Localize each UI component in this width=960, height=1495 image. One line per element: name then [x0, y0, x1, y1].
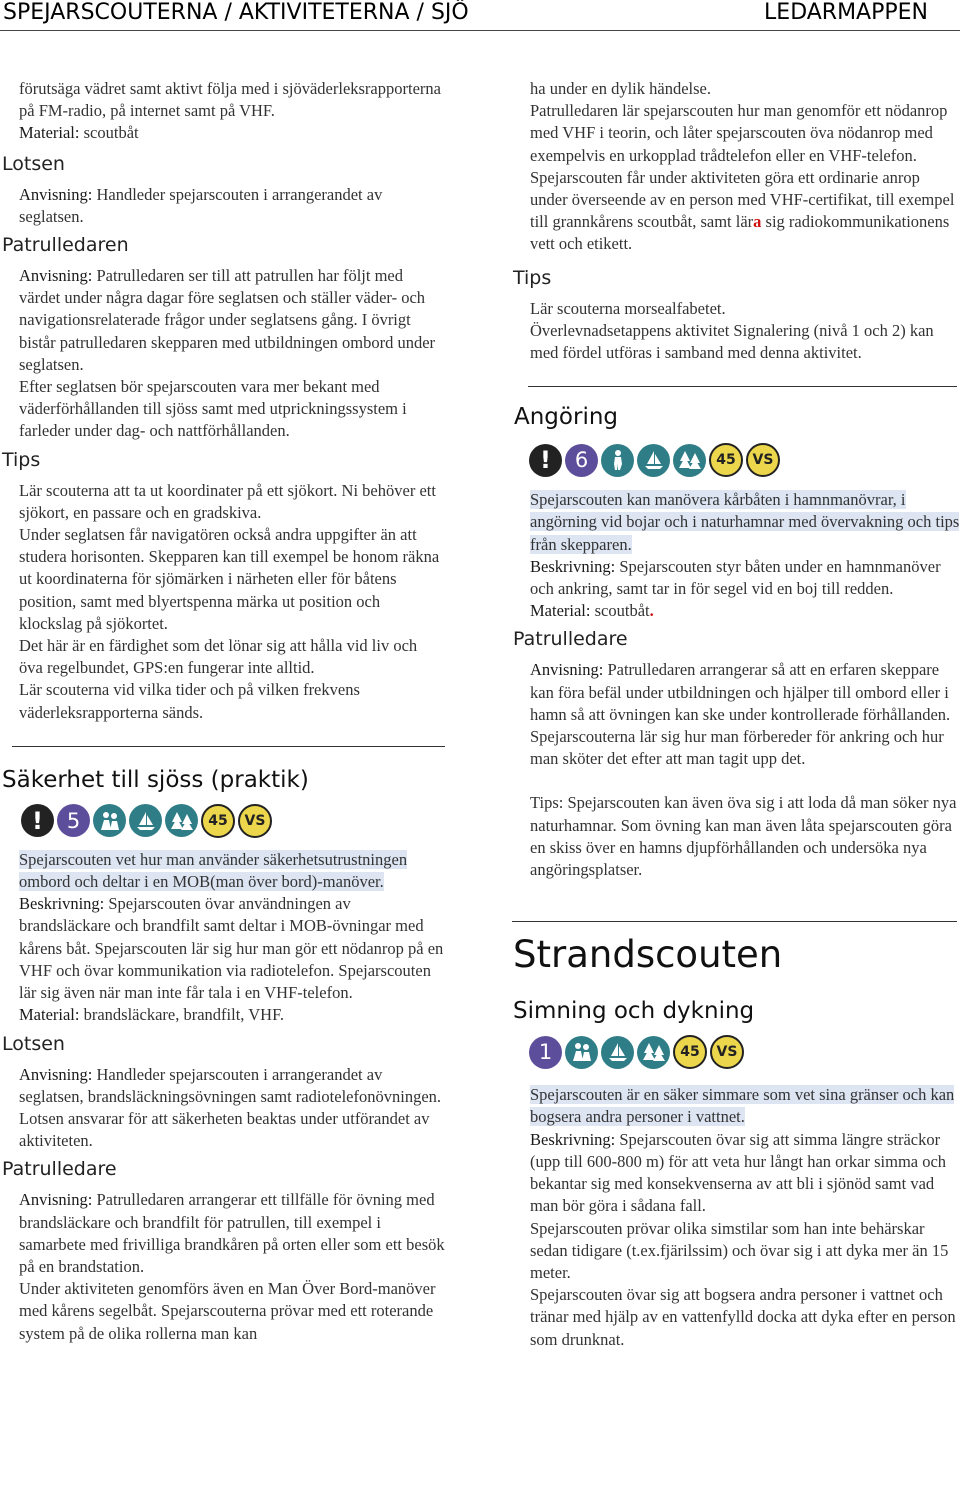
section-title: Angöring	[514, 404, 619, 431]
section-divider	[528, 386, 957, 387]
patrulledaren-paragraph: Efter seglatsen bör spejarscouten vara mer bekant med väderförhållanden till sjöss samt med utprickningssystem i farleder under dag- och nattförhållanden.	[19, 377, 407, 441]
description-text: Spejarscouten övar användningen av brandsläckare och brandfilt samt deltar i MOB-övningar med kårens båt. Spejarscouten lär sig hur man gör ett nödanrop på en VHF och övar kommunikation via radiotelefon. Spejarscouten lär sig även när man inte får tala i en VHF-telefon.	[19, 894, 444, 1003]
description-text: Spejarscouten övar sig att simma längre sträckor (upp till 600-800 m) för att veta hur långt han orkar simma och bekantar sig med konsekvenserna av att bli i sjönöd samt vad man bör göra i sådana fall.	[530, 1129, 947, 1216]
material-label: Material:	[19, 123, 80, 143]
activity-icons	[21, 801, 445, 841]
instruction-text: Handleder spejarscouten i arrangerandet av seglatsen.	[19, 184, 383, 226]
vs-icon: VS	[710, 1035, 744, 1069]
continued-text-end: sig radiokommunikationens vett och etikett.	[530, 212, 950, 254]
forest-icon	[165, 804, 198, 837]
age-45-icon: 45	[201, 804, 235, 838]
sailboat-icon	[601, 1036, 634, 1069]
vs-icon: VS	[238, 804, 272, 838]
forest-icon	[673, 444, 706, 477]
document-title: LEDARMAPPEN	[764, 0, 928, 25]
sailboat-icon	[637, 444, 670, 477]
body-paragraph: Spejarscouten prövar olika simstilar som han inte behärskar sedan tidigare (t.ex.fjärilssim) och övar sig i att dyka mer än 15 meter.	[530, 1218, 949, 1282]
section-title: Simning och dykning	[513, 998, 755, 1025]
goal-paragraph	[0, 849, 445, 893]
lotsen-instruction	[0, 184, 445, 228]
instruction-text: Patrulledaren arrangerar ett tillfälle för övning med brandsläckare och brandfilt för patrullen, till exempel i samarbete med frivilliga brandkåren på orten eller som ett besök på en brandstation.	[19, 1190, 445, 1276]
left-column	[0, 78, 445, 1345]
material-paragraph	[512, 600, 960, 622]
header-rule	[0, 30, 960, 31]
description-paragraph	[512, 1129, 960, 1218]
instruction-label: Anvisning:	[19, 184, 93, 204]
goal-paragraph	[512, 1084, 960, 1128]
section-title: Säkerhet till sjöss (praktik)	[2, 766, 309, 793]
description-label: Beskrivning:	[530, 1129, 616, 1149]
tips-paragraph: Lär scouterna att ta ut koordinater på ett sjökort. Ni behöver ett sjökort, en passare och en gradskiva.	[19, 480, 436, 522]
people-icon	[565, 1036, 598, 1069]
tips-paragraph: Överlevnadsetappens aktivitet Signalering (nivå 1 och 2) kan med fördel utföras i samband med denna aktivitet.	[530, 320, 934, 363]
continued-paragraph: ha under en dylik händelse.	[530, 79, 711, 98]
activity-icons	[529, 1032, 960, 1072]
body-paragraph: Spejarscouten övar sig att bogsera andra personer i vattnet och tränar med hjälp av en vattenfylld docka att dyka efter en person som drunknat.	[530, 1285, 956, 1349]
level-number-icon: 1	[529, 1036, 562, 1069]
section-divider	[12, 746, 445, 747]
tips-paragraph: Det här är en färdighet som det lönar sig att hålla vid liv och öva regelbundet, GPS:en fungerar inte alltid.	[19, 636, 418, 678]
breadcrumb: SPEJARSCOUTERNA / AKTIVITETERNA / SJÖ	[3, 0, 469, 25]
intro-material	[0, 122, 445, 144]
vs-icon: VS	[746, 443, 780, 477]
material-text: scoutbåt	[590, 601, 650, 621]
instruction-text: Handleder spejarscouten i arrangerandet av seglatsen, brandsläckningsövningen samt radiotelefonövningen. Lotsen ansvarar för att säkerheten beaktas under utförandet av aktiviteten.	[19, 1064, 442, 1151]
sailboat-icon	[129, 804, 162, 837]
continued-text: Patrulledaren lär spejarscouten hur man genomför ett nödanrop med VHF i teorin, och låter spejarscouten öva nödanrop med exempelvis en urkopplad trådtelefon eller en VHF-telefon. Spejarscouten får under aktiviteten göra ett ordinarie anrop under överseende av en person med VHF-certifikat, till exempel till grannkårens scoutbåt, samt lär	[530, 101, 955, 232]
material-label: Material:	[530, 601, 591, 621]
goal-text: Spejarscouten vet hur man använder säkerhetsutrustningen ombord och deltar i en MOB(man över bord)-manöver.	[19, 849, 408, 892]
lotsen-heading: Lotsen	[2, 1032, 65, 1055]
age-45-icon: 45	[709, 443, 743, 477]
activity-icons	[529, 440, 960, 480]
chapter-title: Strandscouten	[513, 933, 783, 977]
goal-text: Spejarscouten är en säker simmare som vet sina gränser och kan bogsera andra personer i vattnet.	[530, 1085, 955, 1127]
material-label: Material:	[19, 1005, 80, 1025]
instruction-label: Anvisning:	[530, 660, 604, 680]
tips-paragraph: Tips: Spejarscouten kan även öva sig i att loda då man söker nya naturhamnar. Som övning kan man även låta spejarscouten göra en skiss över en hamns djupförhållanden och undersöka nya angöringsplatser.	[530, 793, 957, 880]
forest-icon	[637, 1036, 670, 1069]
right-column	[512, 78, 960, 1351]
warning-icon: !	[21, 804, 54, 837]
description-paragraph	[512, 556, 960, 600]
hiker-icon	[601, 444, 634, 477]
description-label: Beskrivning:	[19, 894, 105, 914]
warning-icon: !	[529, 444, 562, 477]
tips-paragraph: Lär scouterna vid vilka tider och på vilken frekvens väderleksrapporterna sänds.	[19, 680, 360, 722]
red-letter: a	[753, 212, 762, 232]
continued-paragraph	[512, 100, 960, 255]
patrulledaren-heading: Patrulledaren	[2, 234, 129, 257]
goal-paragraph	[512, 489, 960, 556]
lotsen-heading: Lotsen	[2, 152, 65, 175]
material-paragraph	[0, 1004, 445, 1026]
level-number-icon: 6	[565, 444, 598, 477]
level-number-icon: 5	[57, 804, 90, 837]
red-period: .	[649, 601, 654, 621]
description-label: Beskrivning:	[530, 556, 616, 576]
material-text: brandsläckare, brandfilt, VHF.	[79, 1005, 285, 1025]
patrulledare-instruction	[0, 1189, 445, 1278]
intro-paragraph: förutsäga vädret samt aktivt följa med i sjöväderleksrapporterna på FM-radio, på internet samt på VHF.	[19, 79, 441, 121]
page-header	[0, 0, 960, 30]
patrulledare-paragraph: Spejarscouterna lär sig hur man förbereder för ankring och hur man sköter det efter att man tagit upp det.	[530, 727, 944, 769]
people-icon	[93, 804, 126, 837]
patrulledare-paragraph: Under aktiviteten genomförs även en Man Över Bord-manöver med kårens segelbåt. Spejarscouterna prövar med ett roterande system på de olika rollerna man kan	[19, 1279, 436, 1343]
description-paragraph	[0, 893, 445, 1004]
patrulledaren-instruction	[0, 265, 445, 376]
age-45-icon: 45	[673, 1035, 707, 1069]
tips-paragraph: Under seglatsen får navigatören också andra uppgifter än att studera horisonten. Skepparen kan till exempel be honom räkna ut koordinaterna för sjömärken i närheten eller för båtens position, samt med blyertspenna märka ut position och klockslag på sjökortet.	[19, 525, 440, 633]
section-divider	[512, 921, 957, 922]
instruction-text: Patrulledaren arrangerar så att en erfaren skeppare kan föra befäl under utbildningen och hjälper till ombord eller i hamn så att övningen kan ske under kontrollerade förhållanden.	[530, 660, 951, 724]
instruction-label: Anvisning:	[19, 266, 93, 286]
instruction-text: Patrulledaren ser till att patrullen har följt med värdet under några dagar före seglatsen och ställer väder- och navigationsrelaterade frågor under seglatsens gång. I övrigt bistår patrulledaren skepparen med utbildningen ombord under seglatsen.	[19, 266, 436, 374]
patrulledare-heading: Patrulledare	[513, 628, 628, 651]
instruction-label: Anvisning:	[19, 1190, 93, 1210]
goal-text: Spejarscouten kan manövera kårbåten i hamnmanövrar, i angörning vid bojar och i naturhamnar med övervakning och tips från skepparen.	[530, 490, 960, 554]
patrulledare-heading: Patrulledare	[2, 1158, 117, 1181]
description-text: Spejarscouten styr båten under en hamnmanöver och ankring, samt tar in för segel vid en boj till redden.	[530, 556, 941, 599]
instruction-label: Anvisning:	[19, 1064, 93, 1084]
material-text: scoutbåt	[79, 123, 139, 143]
lotsen-instruction	[0, 1064, 445, 1153]
patrulledare-instruction	[512, 659, 960, 726]
tips-paragraph: Lär scouterna morsealfabetet.	[530, 298, 726, 318]
tips-heading: Tips	[2, 448, 41, 471]
tips-heading: Tips	[513, 266, 552, 289]
